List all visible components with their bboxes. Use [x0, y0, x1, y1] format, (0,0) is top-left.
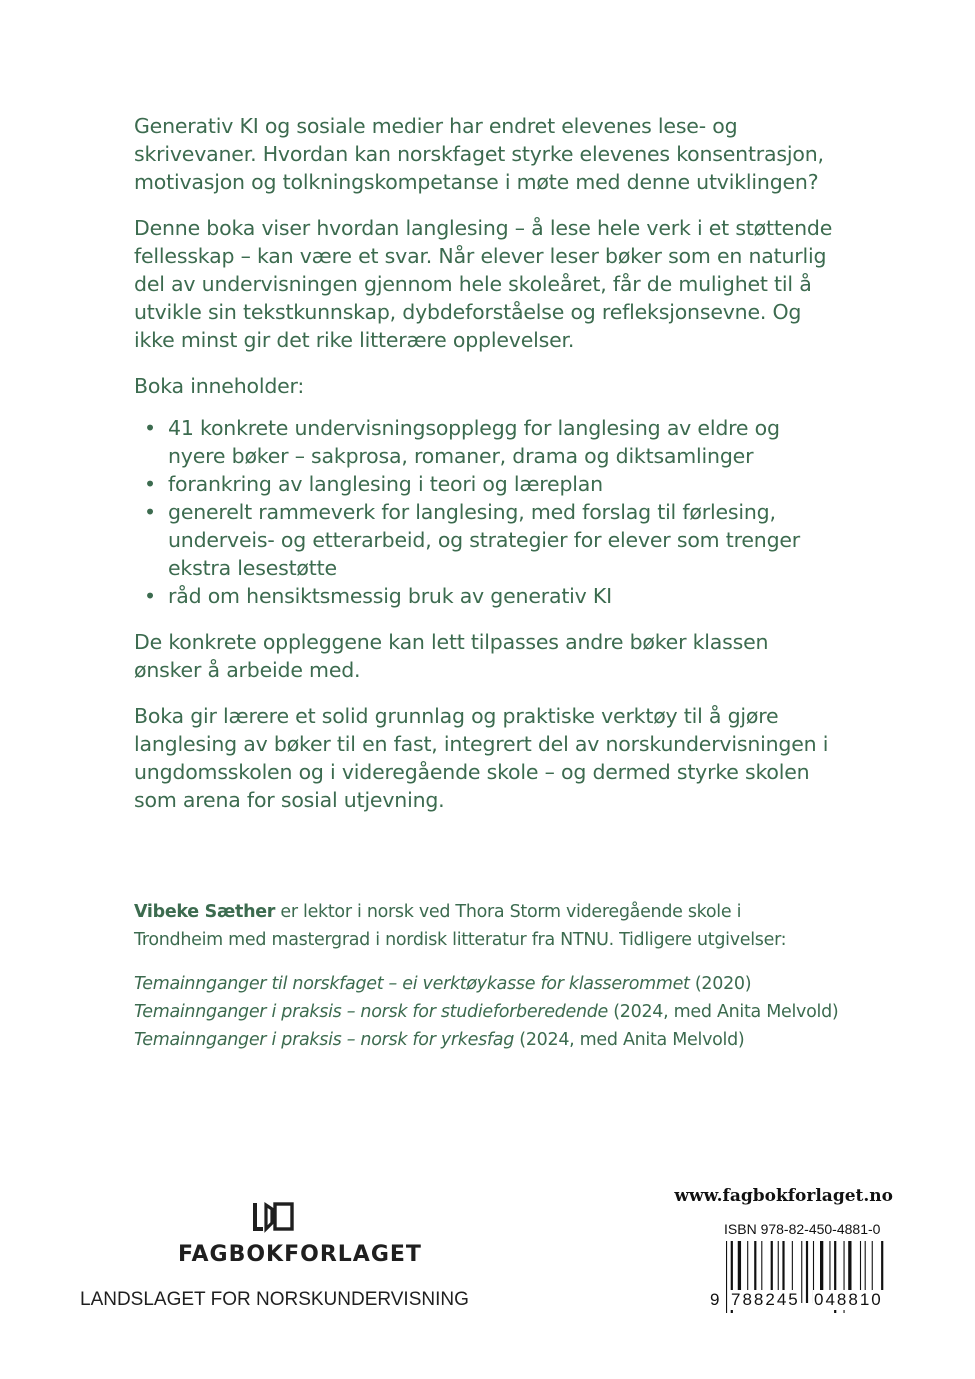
fagbokforlaget-logo-icon [252, 1200, 294, 1234]
barcode-digit-first: 9 [710, 1290, 720, 1309]
back-cover-blurb [134, 112, 834, 832]
contents-list [134, 414, 834, 610]
isbn-label: ISBN 978-82-450-4881-0 [724, 1221, 881, 1237]
publication-item: Temainnganger i praksis – norsk for studieforberedende (2024, med Anita Melvold) [134, 1002, 839, 1022]
publication-item: Temainnganger til norskfaget – ei verktøykasse for klasserommet (2020) [134, 974, 752, 994]
author-section [134, 898, 839, 1054]
author-bio [134, 898, 834, 954]
list-item: • 41 konkrete undervisningsopplegg for langlesing av eldre og nyere bøker – sakprosa, romaner, drama og diktsamlinger [144, 416, 780, 468]
list-item: • forankring av langlesing i teori og læreplan [144, 472, 603, 496]
bullet-icon: • [144, 584, 156, 608]
publication-list [134, 970, 839, 1054]
blurb-paragraph-3: De konkrete oppleggene kan lett tilpasses andre bøker klassen ønsker å arbeide med. [134, 630, 769, 682]
barcode-digits-left: 788245 [731, 1290, 800, 1309]
author-bio-text: er lektor i norsk ved Thora Storm videregående skole i Trondheim med mastergrad i nordisk litteratur fra NTNU. Tidligere utgivelser: [134, 902, 787, 950]
barcode-digits-right: 048810 [814, 1290, 883, 1309]
blurb-paragraph-4: Boka gir lærere et solid grunnlag og praktiske verktøy til å gjøre langlesing av bøker til en fast, integrert del av norskundervisningen i ungdomsskolen og i videregående skole – og dermed styrke skolen som arena for sosial utjevning. [134, 704, 829, 812]
publication-item: Temainnganger i praksis – norsk for yrkesfag (2024, med Anita Melvold) [134, 1030, 745, 1050]
blurb-intro: Generativ KI og sosiale medier har endret elevenes lese- og skrivevaner. Hvordan kan norskfaget styrke elevenes konsentrasjon, motivasjon og tolkningskompetanse i møte med denne utviklingen? [134, 114, 824, 194]
contents-heading: Boka inneholder: [134, 374, 305, 398]
publisher-name: FAGBOKFORLAGET [178, 1242, 422, 1267]
list-item: • råd om hensiktsmessig bruk av generativ KI [144, 584, 613, 608]
author-name: Vibeke Sæther [134, 902, 276, 922]
publisher-website: www.fagbokforlaget.no [674, 1186, 893, 1206]
list-item: • generelt rammeverk for langlesing, med forslag til førlesing, underveis- og etterarbeid, og strategier for elever som trenger ekstra lesestøtte [144, 500, 801, 580]
blurb-paragraph-2: Denne boka viser hvordan langlesing – å lese hele verk i et støttende fellesskap – kan være et svar. Når elever leser bøker som en naturlig del av undervisningen gjennom hele skoleåret, får de mulighet til å utvikle sin tekstkunnskap, dybdeforståelse og refleksjonsevne. Og ikke minst gir det rike litterære opplevelser. [134, 216, 833, 352]
bullet-icon: • [144, 416, 156, 440]
publisher-logo [178, 1200, 422, 1275]
bullet-icon: • [144, 500, 156, 524]
bullet-icon: • [144, 472, 156, 496]
organisation-name: LANDSLAGET FOR NORSKUNDERVISNING [80, 1289, 469, 1310]
